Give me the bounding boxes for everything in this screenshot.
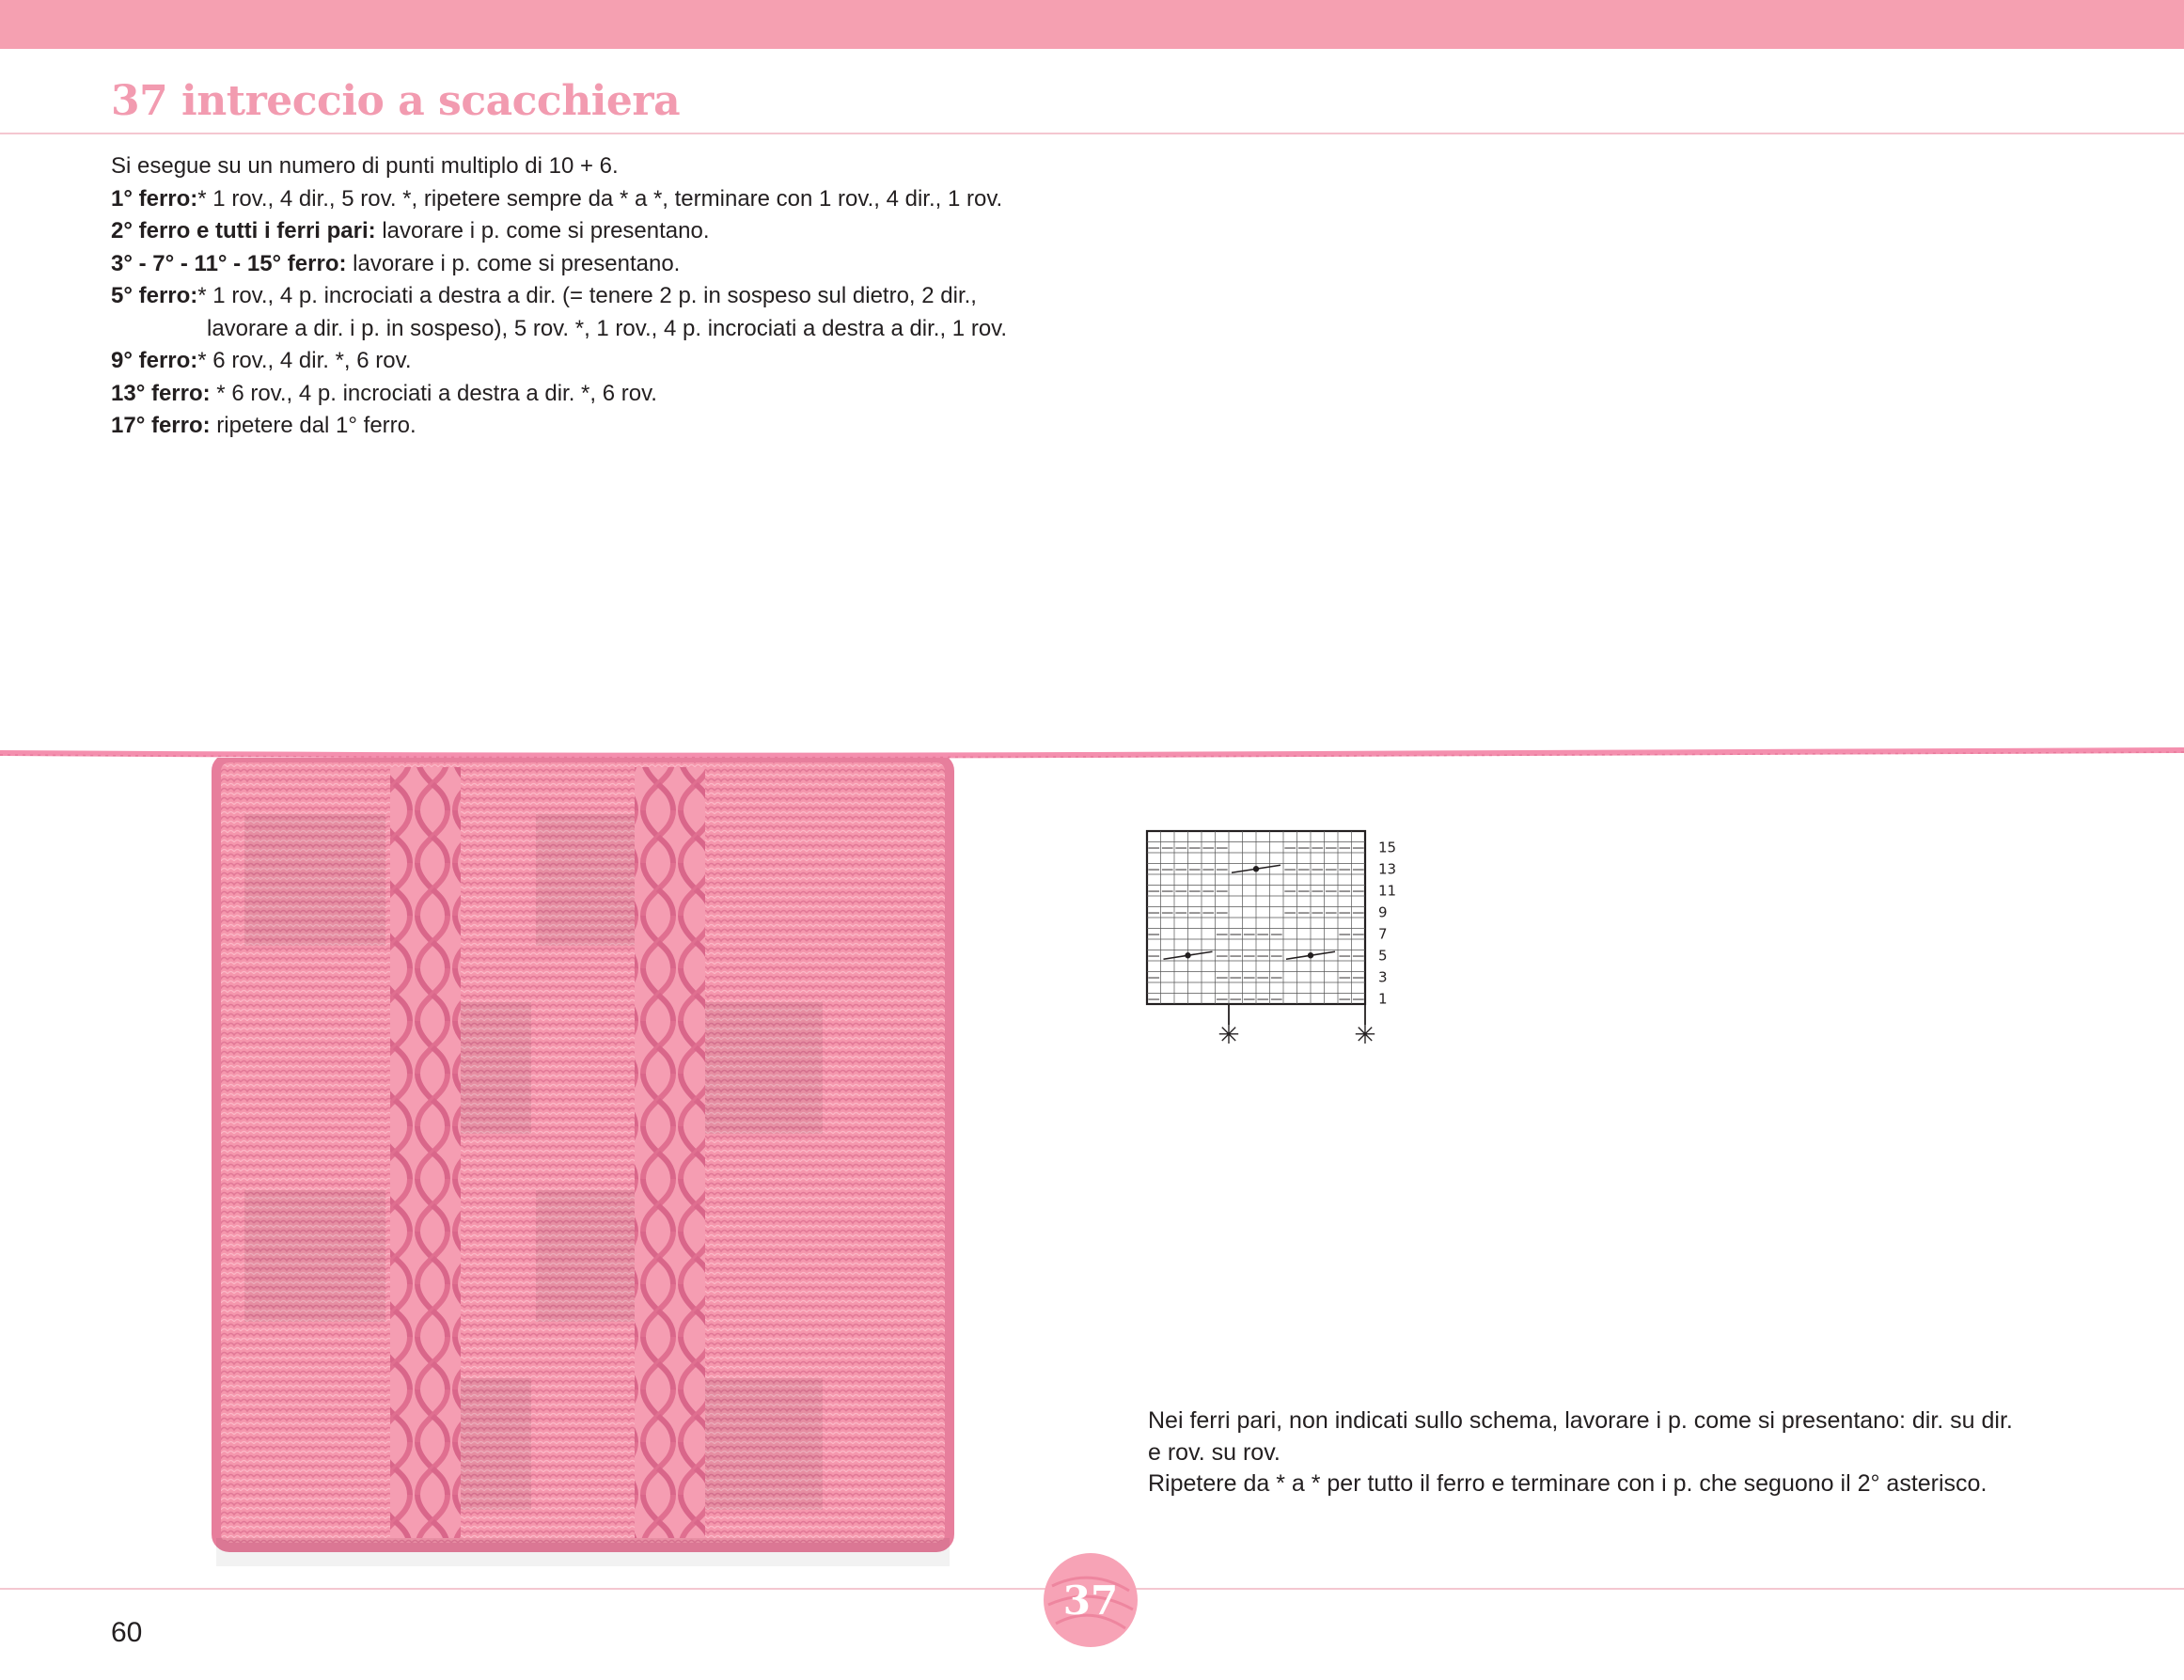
chart-row-labels [1378, 839, 1396, 1007]
row-13-text: * 6 rov., 4 p. incrociati a destra a dir. *, 6 rov. [210, 380, 657, 406]
purl-stitch-symbol: — [1147, 970, 1160, 985]
purl-stitch-symbol: — [1256, 992, 1269, 1007]
row-number-label: 11 [1378, 882, 1397, 900]
stitch-chart [1138, 818, 1532, 1062]
purl-stitch-symbol: — [1283, 905, 1296, 920]
top-color-bar [0, 0, 2184, 49]
row-number-label: 7 [1378, 925, 1388, 943]
repeat-asterisk-marker: ✳ [1218, 1019, 1240, 1050]
row-9-label: 9° ferro: [111, 348, 198, 373]
title-divider [0, 133, 2184, 134]
row-3-text: lavorare i p. come si presentano. [346, 250, 681, 276]
pattern-title: 37 intreccio a scacchiera [111, 77, 681, 125]
purl-stitch-symbol: — [1338, 884, 1351, 899]
purl-stitch-symbol: — [1243, 949, 1256, 964]
row-number-label: 13 [1378, 860, 1397, 878]
purl-stitch-symbol: — [1352, 970, 1365, 985]
row-9-text: * 6 rov., 4 dir. *, 6 rov. [197, 348, 412, 373]
purl-stitch-symbol: — [1229, 927, 1242, 942]
purl-stitch-symbol: — [1352, 992, 1365, 1007]
purl-stitch-symbol: — [1338, 970, 1351, 985]
purl-stitch-symbol: — [1174, 840, 1187, 856]
row-1-line [111, 183, 1051, 216]
row-17-label: 17° ferro: [111, 413, 211, 438]
purl-stitch-symbol: — [1216, 862, 1229, 877]
badge-number: 37 [1062, 1578, 1119, 1624]
purl-stitch-symbol: — [1243, 992, 1256, 1007]
purl-stitch-symbol: — [1338, 840, 1351, 856]
purl-stitch-symbol: — [1161, 840, 1174, 856]
page-number: 60 [111, 1617, 143, 1648]
purl-stitch-symbol: — [1147, 927, 1160, 942]
purl-stitch-symbol: — [1352, 949, 1365, 964]
purl-stitch-symbol: — [1338, 862, 1351, 877]
row-17-line [111, 410, 1051, 443]
row-1-label: 1° ferro: [111, 185, 198, 212]
purl-stitch-symbol: — [1216, 840, 1229, 856]
note-line-3: Ripetere da * a * per tutto il ferro e terminare con i p. che seguono il 2° asterisco. [1148, 1470, 1988, 1497]
purl-stitch-symbol: — [1147, 884, 1160, 899]
purl-stitch-symbol: — [1216, 949, 1229, 964]
purl-stitch-symbol: — [1325, 862, 1338, 877]
row-5-label: 5° ferro: [111, 283, 198, 308]
purl-stitch-symbol: — [1229, 970, 1242, 985]
purl-stitch-symbol: — [1352, 862, 1365, 877]
purl-stitch-symbol: — [1174, 884, 1187, 899]
purl-stitch-symbol: — [1147, 905, 1160, 920]
row-2-line [111, 215, 1051, 248]
row-13-label: 13° ferro: [111, 380, 211, 406]
purl-stitch-symbol: — [1202, 905, 1215, 920]
purl-stitch-symbol: — [1297, 840, 1311, 856]
purl-stitch-symbol: — [1283, 862, 1296, 877]
purl-stitch-symbol: — [1202, 862, 1215, 877]
purl-stitch-symbol: — [1216, 884, 1229, 899]
purl-stitch-symbol: — [1147, 949, 1160, 964]
purl-stitch-symbol: — [1256, 949, 1269, 964]
row-number-label: 9 [1378, 903, 1388, 921]
purl-stitch-symbol: — [1270, 927, 1283, 942]
purl-stitch-symbol: — [1188, 862, 1202, 877]
purl-stitch-symbol: — [1147, 862, 1160, 877]
purl-stitch-symbol: — [1243, 970, 1256, 985]
purl-stitch-symbol: — [1229, 992, 1242, 1007]
purl-stitch-symbol: — [1352, 840, 1365, 856]
purl-stitch-symbol: — [1216, 927, 1229, 942]
purl-stitch-symbol: — [1283, 884, 1296, 899]
row-13-line [111, 378, 1051, 411]
purl-stitch-symbol: — [1270, 992, 1283, 1007]
row-17-text: ripetere dal 1° ferro. [210, 413, 416, 438]
row-2-label: 2° ferro e tutti i ferri pari: [111, 218, 376, 243]
purl-stitch-symbol: — [1188, 840, 1202, 856]
chart-repeat-markers [1218, 1004, 1375, 1050]
purl-stitch-symbol: — [1283, 840, 1296, 856]
purl-stitch-symbol: — [1161, 884, 1174, 899]
purl-stitch-symbol: — [1311, 862, 1324, 877]
purl-stitch-symbol: — [1270, 949, 1283, 964]
row-2-text: lavorare i p. come si presentano. [375, 218, 710, 243]
purl-stitch-symbol: — [1256, 970, 1269, 985]
intro-line: Si esegue su un numero di punti multiplo di 10 + 6. [111, 153, 619, 179]
purl-stitch-symbol: — [1297, 884, 1311, 899]
purl-stitch-symbol: — [1202, 840, 1215, 856]
purl-stitch-symbol: — [1338, 927, 1351, 942]
purl-stitch-symbol: — [1311, 905, 1324, 920]
purl-stitch-symbol: — [1174, 862, 1187, 877]
knitted-swatch-photo [188, 758, 978, 1585]
row-3-line [111, 248, 1051, 281]
purl-stitch-symbol: — [1202, 884, 1215, 899]
note-line-2: e rov. su rov. [1148, 1438, 1281, 1466]
row-1-text: * 1 rov., 4 dir., 5 rov. *, ripetere sempre da * a *, terminare con 1 rov., 4 dir., 1 rov. [197, 185, 1003, 212]
purl-stitch-symbol: — [1338, 992, 1351, 1007]
purl-stitch-symbol: — [1352, 884, 1365, 899]
purl-stitch-symbol: — [1352, 927, 1365, 942]
purl-stitch-symbol: — [1243, 927, 1256, 942]
purl-stitch-symbol: — [1216, 905, 1229, 920]
row-5-continuation: lavorare a dir. i p. in sospeso), 5 rov. *, 1 rov., 4 p. incrociati a destra a dir., 1 rov. [207, 315, 1008, 341]
purl-stitch-symbol: — [1352, 905, 1365, 920]
purl-stitch-symbol: — [1147, 992, 1160, 1007]
cable-cross-dot [1253, 866, 1259, 871]
purl-stitch-symbol: — [1161, 862, 1174, 877]
row-number-label: 3 [1378, 968, 1388, 986]
purl-stitch-symbol: — [1325, 905, 1338, 920]
cable-cross-dot [1185, 952, 1190, 958]
row-number-label: 15 [1378, 839, 1397, 856]
purl-stitch-symbol: — [1325, 884, 1338, 899]
purl-stitch-symbol: — [1229, 949, 1242, 964]
purl-stitch-symbol: — [1174, 905, 1187, 920]
purl-stitch-symbol: — [1325, 840, 1338, 856]
purl-stitch-symbol: — [1161, 905, 1174, 920]
purl-stitch-symbol: — [1147, 840, 1160, 856]
purl-stitch-symbol: — [1270, 970, 1283, 985]
purl-stitch-symbol: — [1188, 884, 1202, 899]
purl-stitch-symbol: — [1311, 884, 1324, 899]
purl-stitch-symbol: — [1311, 840, 1324, 856]
purl-stitch-symbol: — [1188, 905, 1202, 920]
row-5-text: * 1 rov., 4 p. incrociati a destra a dir. (= tenere 2 p. in sospeso sul dietro, 2 dir., [197, 283, 977, 308]
row-5-line [111, 280, 1051, 313]
row-3-label: 3° - 7° - 11° - 15° ferro: [111, 250, 347, 276]
purl-stitch-symbol: — [1338, 949, 1351, 964]
note-line-1: Nei ferri pari, non indicati sullo schema, lavorare i p. come si presentano: dir. su dir. [1148, 1407, 2013, 1434]
cable-cross-dot [1308, 952, 1313, 958]
purl-stitch-symbol: — [1256, 927, 1269, 942]
row-number-label: 1 [1378, 990, 1388, 1008]
row-9-line [111, 345, 1051, 378]
purl-stitch-symbol: — [1297, 905, 1311, 920]
purl-stitch-symbol: — [1297, 862, 1311, 877]
purl-stitch-symbol: — [1216, 970, 1229, 985]
purl-stitch-symbol: — [1338, 905, 1351, 920]
repeat-asterisk-marker: ✳ [1354, 1019, 1376, 1050]
yarn-ball-badge [1039, 1548, 1142, 1652]
instructions [111, 150, 1051, 443]
chart-note [1148, 1405, 2088, 1500]
purl-stitch-symbol: — [1216, 992, 1229, 1007]
row-number-label: 5 [1378, 947, 1388, 965]
